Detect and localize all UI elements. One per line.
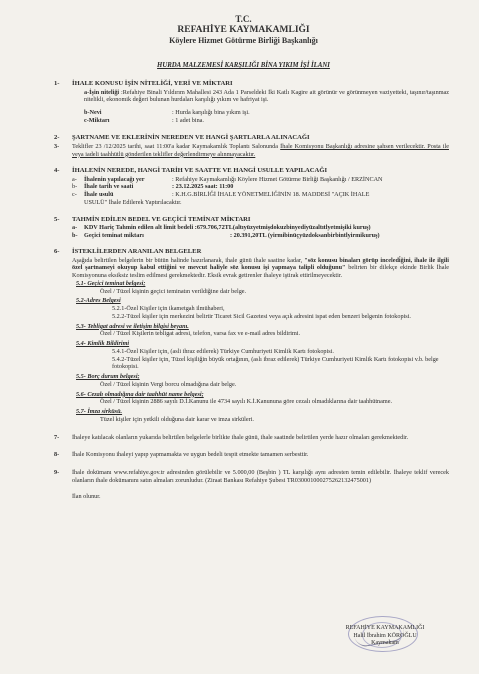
usul-label: İhale usulü (84, 191, 114, 199)
signature-office: REFAHİYE KAYMAKAMLIĞI (345, 625, 425, 631)
document-title: HURDA MALZEMESİ KARŞILIĞI BİNA YIKIM İŞİ İLANI (157, 62, 330, 69)
miktar-text: : 1 adet bina. (172, 116, 204, 124)
header-kaymakamlik: REFAHİYE KAYMAKAMLIĞI (177, 25, 310, 35)
section-6 (38, 248, 449, 423)
section-8-number: 8- (54, 451, 60, 459)
section-6-intro (72, 257, 449, 280)
req-5-text: Özel / Tüzel kişinin Vergi borcu olmadığına dair belge. (100, 380, 237, 388)
yer-letter: a- (72, 175, 77, 183)
req-3-heading: 5.3- Tebligat adresi ve iletişim bilgisi beyanı. (76, 322, 189, 330)
section-4-yer (72, 176, 449, 184)
section-9 (38, 469, 449, 485)
section-6-number: 6- (54, 248, 60, 256)
teminat-letter: b- (72, 231, 78, 239)
tarih-label: İhale tarih ve saati (84, 183, 134, 191)
section-2-number: 2- (54, 133, 60, 141)
miktar-label: c-Miktarı (84, 116, 110, 124)
usul-text: : K.H.G.BİRLİĞİ İHALE YÖNETMELİĞİNİN 18. MADDESİ "AÇIK İHALE (172, 191, 370, 199)
req-6-text: Özel / Tüzel kişinin 2886 sayılı D.İ.Kanunu ile 4734 sayılı K.İ.Kanununa göre cezalı olmadıklarına dair taahhütname. (100, 398, 392, 406)
section-7-text: İhaleye katılacak olanların yukarıda belirtilen belgelerle birlikte ihale günü, ihale saatinde belirtilen yerde hazır olmaları gerekmektedir. (72, 433, 409, 441)
req-5-heading: 5.5- Borç durum belgesi; (76, 373, 140, 381)
nitelik-text: :Refahiye Binali Yıldırım Mahallesi 243 Ada 1 Parseldeki İki Katlı Kagire ait görünür ve görünmeyen vaziyetteki, taşınır/taşınmaz nitelikli, ekonomik değeri bulunan hurdaları karşılığı yıkım ve hafriyat işi. (84, 88, 450, 104)
req-2-heading: 5.2-Adres Belgesi (76, 297, 121, 305)
section-5-title: TAHMİN EDİLEN BEDEL VE GEÇİCİ TEMİNAT MİKTARI (72, 215, 251, 223)
req-2-2-text: 5.2.2-Tüzel kişiler için merkezini belirtir Ticaret Sicil Gazetesi veya açık adresini ispat eden benzeri belgenin fotokopisi. (112, 312, 411, 320)
tarih-letter: b- (72, 183, 78, 191)
req-4-2-text: 5.4.2-Tüzel kişiler için, Tüzel kişiliğin büyük ortağının, (aslı ibraz edilerek) Türkiye Cumhuriyeti Kimlik Kartı fotokopisi v.b. belge fotokopisi. (112, 355, 439, 371)
header-birlik: Köylere Hizmet Götürme Birliği Başkanlığı (169, 36, 318, 45)
section-8 (38, 451, 449, 459)
section-4-number: 4- (54, 167, 60, 175)
section-5-number: 5- (54, 215, 60, 223)
req-7-heading: 5.7- İmza sirküsü. (76, 408, 123, 416)
document-header (38, 14, 449, 46)
req-1-text: Özel / Tüzel kişinin geçici teminatın verildiğine dair belge. (100, 287, 247, 295)
section-3 (38, 143, 449, 159)
requirements-list (76, 280, 449, 424)
nevi-label: b-Nevi (84, 109, 102, 117)
teminat-label: Geçici teminat miktarı (84, 231, 144, 239)
header-tc: T.C. (235, 14, 252, 24)
section-1-nevi (84, 109, 449, 117)
signature-name: Halil İbrahim KÖROĞLU (353, 632, 417, 639)
req-2-1-text: 5.2.1-Özel Kişiler için ikametgah ilmühaberi, (112, 305, 225, 313)
req-4-1-text: 5.4.1-Özel Kişiler için, (asli ihraz edilerek) Türkiye Cumhuriyeti Kimlik Kartı fotokopisi. (112, 347, 334, 355)
intro-bold-text: "söz konusu binaları görüp inceledi̇ğini, ihale ile ilgili özel şartnameyi okuyup kabul ettiğini ve mevcut haliyle söz konusu işi yapmaya talipli olduğunu" (72, 256, 449, 272)
section-2 (38, 134, 449, 142)
bedel-label: KDV Hariç Tahmin edilen alt limit bedeli : (84, 223, 197, 231)
section-3-underlined-text: İhale Komisyonu Başkanlığı adresine şahsen verilecektir. Posta ile veya iadeli taahhütlü gönderilen teklifler değerlendirmeye alınmayacaktır. (72, 142, 449, 158)
section-5-teminat (72, 232, 449, 240)
intro-text-2: belirten bir dilekçe ekinde Birlik İhale Komisyonuna eksiksiz teslim edilmesi gerekmektedir. Eksik evrak getirenler ihaleye iştirak ettirilmeyecektir. (72, 264, 449, 280)
nevi-text: : Hurda karşılığı bina yıkım işi. (172, 109, 250, 117)
section-7-number: 7- (54, 433, 60, 441)
closing-text: İlan olunur. (72, 492, 101, 500)
section-7 (38, 434, 449, 442)
section-3-number: 3- (54, 142, 60, 150)
section-4-title: İHALENİN NEREDE, HANGİ TARİH VE SAATTE VE HANGİ USULLE YAPILACAĞI (72, 167, 328, 175)
section-1-nitelik (84, 89, 449, 105)
signature-title: Kaymakam (371, 640, 399, 646)
bedel-text: 679.706,72TL(altıyüzyetmişdokuzbinyediyüzaltıtlyetmişiki kuruş) (196, 223, 371, 231)
section-8-text: İhale Komisyonu ihaleyi yapıp yapmamakta ve uygun bedeli tespit etmekte tamamen serbesttir. (72, 451, 309, 459)
section-9-number: 9- (54, 469, 60, 477)
teminat-text: : 20.391,20TL (yirmibinüçyüzdoksanbirbintlyirmikuruş) (230, 231, 380, 239)
usul-letter: c- (72, 191, 77, 199)
section-9-text: İhale dokümanı www.refahiye.gov.tr adresinden görülebilir ve 5.000,00 (Beşbin ) TL karşılığı aynı adresten temin edilebilir. İhaleye teklif verecek olanların ihale dokümanını satın almaları zorunludur. (Ziraat Bankası Refahiye Şubesi TR030001000275262132475001) (72, 469, 449, 484)
req-1-heading: 5.1- Geçici teminat belgesi; (76, 279, 146, 287)
section-1-title: İHALE KONUSU İŞİN NİTELİĞİ, YERİ VE MİKTARI (72, 80, 233, 88)
nitelik-label: a-İşin niteliği (84, 88, 120, 96)
usul-text-continued: USULÜ" İhale Edilerek Yaptırılacaktır. (84, 198, 182, 206)
intro-text-1: Aşağıda belirtilen belgelerin bir bütün halinde hazırlanarak, ihale günü ihale saatine kadar, (72, 256, 305, 264)
bedel-letter: a- (72, 223, 78, 231)
yer-label: İhalenin yapılacağı yer (84, 175, 145, 183)
section-6-title: İSTEKLİLERDEN ARANILAN BELGELER (72, 248, 202, 256)
tarih-text: : 23.12.2025 saat: 11:00 (172, 183, 234, 191)
req-7-text: Tüzel kişiler için yetkili olduğuna dair karar ve imza sirküleri. (100, 415, 254, 423)
section-2-title: ŞARTNAME VE EKLERİNİN NEREDEN VE HANGİ ŞARTLARLA ALINACAĞI (72, 133, 310, 141)
section-1-number: 1- (54, 80, 60, 88)
section-1-miktar (84, 117, 449, 125)
section-4 (38, 167, 449, 206)
section-5 (38, 216, 449, 240)
section-3-text: Teklifler 23 /12/2025 tarihi, saat 11:00'a kadar Kaymakamlık Toplantı Salonunda (72, 142, 281, 150)
yer-text: : Refahiye Kaymakamlığı Köylere Hizmet Götürme Birliği Başkanlığı / ERZİNCAN (172, 175, 383, 183)
section-1 (38, 80, 449, 124)
signature-block (330, 625, 440, 648)
req-6-heading: 5.6- Cezalı olmadığına dair taahhüt name belgesi; (76, 390, 204, 398)
req-4-heading: 5.4- Kimlik Bildirimi (76, 340, 130, 348)
req-3-text: Özel / Tüzel Kişilerin tebligat adresi, telefon, varsa fax ve e-mail adres bildirimi. (100, 330, 301, 338)
section-4-usul (72, 191, 449, 199)
section-5-bedel (72, 224, 449, 232)
